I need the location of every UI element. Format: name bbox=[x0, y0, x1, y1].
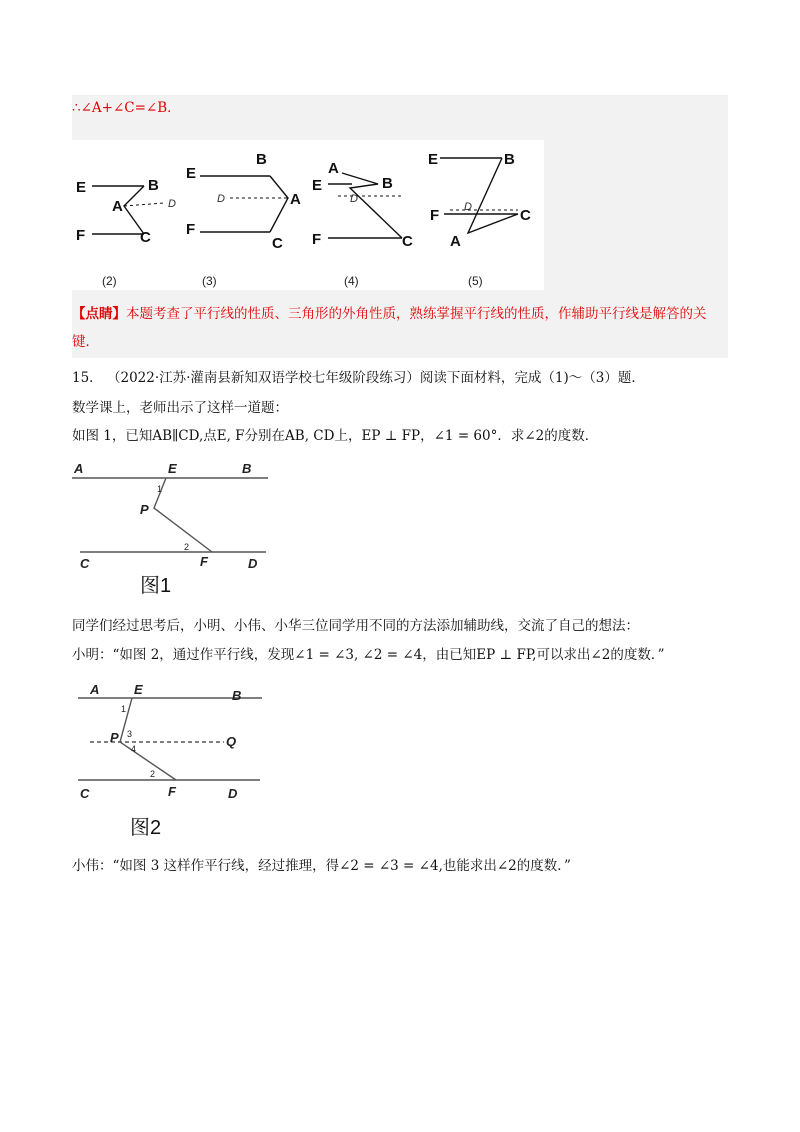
fig1-label-P: P bbox=[140, 502, 149, 517]
fig4-label-F: F bbox=[312, 231, 322, 248]
fig4-label-D: D bbox=[350, 193, 358, 205]
comment-text: 本题考查了平行线的性质、三角形的外角性质，熟练掌握平行线的性质，作辅助平行线是解答的关键． bbox=[72, 306, 707, 350]
fig3-label-A: A bbox=[290, 191, 301, 208]
fig3-label-E: E bbox=[186, 165, 197, 182]
fig3-label-C: C bbox=[272, 235, 283, 252]
caption-fig2: (2) bbox=[102, 274, 117, 288]
xiaoming-line: 小明：“如图 2，通过作平行线，发现∠1 = ∠3, ∠2 = ∠4，由已知EP ⊥ FP,可以求出∠2的度数．” bbox=[72, 647, 665, 663]
fig2-label-E: E bbox=[76, 179, 87, 196]
discussion-line: 同学们经过思考后，小明、小伟、小华三位同学用不同的方法添加辅助线，交流了自己的想法： bbox=[72, 618, 639, 634]
problem-header bbox=[72, 368, 645, 388]
fig2p-label-E: E bbox=[134, 682, 143, 697]
problem-intro: 数学课上，老师出示了这样一道题： bbox=[72, 400, 288, 416]
figure-2 bbox=[72, 682, 272, 846]
fig2p-angle-1: 1 bbox=[121, 704, 127, 714]
fig2p-angle-4: 4 bbox=[131, 744, 137, 754]
fig5-label-E: E bbox=[428, 151, 439, 168]
conclusion-line: ∴∠A+∠C=∠B． bbox=[72, 100, 181, 116]
fig2-label-A: A bbox=[112, 198, 123, 215]
fig2p-angle-2: 2 bbox=[150, 769, 156, 779]
problem-source: （2022·江苏·灌南县新知双语学校七年级阶段练习）阅读下面材料，完成（1)～（3）题． bbox=[106, 370, 645, 386]
fig5-label-D: D bbox=[464, 201, 472, 213]
fig2p-label-B: B bbox=[232, 688, 242, 703]
problem-number: 15． bbox=[72, 370, 103, 386]
xiaowei-line: 小伟：“如图 3 这样作平行线，经过推理，得∠2 = ∠3 = ∠4,也能求出∠2的度数．” bbox=[72, 858, 571, 874]
fig4-label-E: E bbox=[312, 177, 323, 194]
figure-2-title: 图2 bbox=[130, 817, 162, 839]
problem-question: 如图 1，已知AB∥CD,点E, F分别在AB, CD上，EP ⊥ FP，∠1 = 60°．求∠2的度数． bbox=[72, 428, 599, 444]
comment-tag: 【点睛】 bbox=[72, 306, 126, 322]
fig2p-label-D: D bbox=[228, 786, 238, 801]
fig2p-label-C: C bbox=[80, 786, 90, 801]
figure-1 bbox=[72, 460, 272, 604]
fig2-label-F: F bbox=[76, 227, 86, 244]
fig1-angle-1: 1 bbox=[157, 484, 163, 494]
fig1-label-F: F bbox=[200, 554, 208, 569]
fig1-label-B: B bbox=[242, 461, 252, 476]
fig1-label-A: A bbox=[74, 461, 84, 476]
caption-fig3: (3) bbox=[202, 274, 217, 288]
fig1-angle-2: 2 bbox=[184, 542, 190, 552]
fig5-label-C: C bbox=[520, 207, 531, 224]
figure-1-title: 图1 bbox=[140, 575, 172, 597]
fig3-label-B: B bbox=[256, 151, 267, 168]
fig4-label-B: B bbox=[382, 175, 393, 192]
fig5-label-A: A bbox=[450, 233, 461, 250]
fig1-label-C: C bbox=[80, 556, 90, 571]
fig2p-label-A: A bbox=[90, 682, 100, 697]
fig5-label-B: B bbox=[504, 151, 515, 168]
fig2-label-B: B bbox=[148, 177, 159, 194]
fig2p-label-P: P bbox=[110, 730, 119, 745]
fig2p-angle-3: 3 bbox=[127, 729, 133, 739]
figures-2-to-5 bbox=[72, 140, 544, 290]
fig2-label-C: C bbox=[140, 229, 151, 246]
fig4-label-C: C bbox=[402, 233, 413, 250]
fig2p-label-Q: Q bbox=[226, 734, 237, 749]
fig5-label-F: F bbox=[430, 207, 440, 224]
fig1-label-D: D bbox=[248, 556, 258, 571]
fig1-label-E: E bbox=[168, 461, 177, 476]
fig2p-label-F: F bbox=[168, 784, 176, 799]
caption-fig5: (5) bbox=[468, 274, 483, 288]
fig3-label-D: D bbox=[217, 193, 225, 205]
caption-fig4: (4) bbox=[344, 274, 359, 288]
fig2-label-D: D bbox=[168, 198, 176, 210]
fig4-label-A: A bbox=[328, 160, 339, 177]
fig3-label-F: F bbox=[186, 221, 196, 238]
comment-paragraph bbox=[72, 300, 728, 356]
